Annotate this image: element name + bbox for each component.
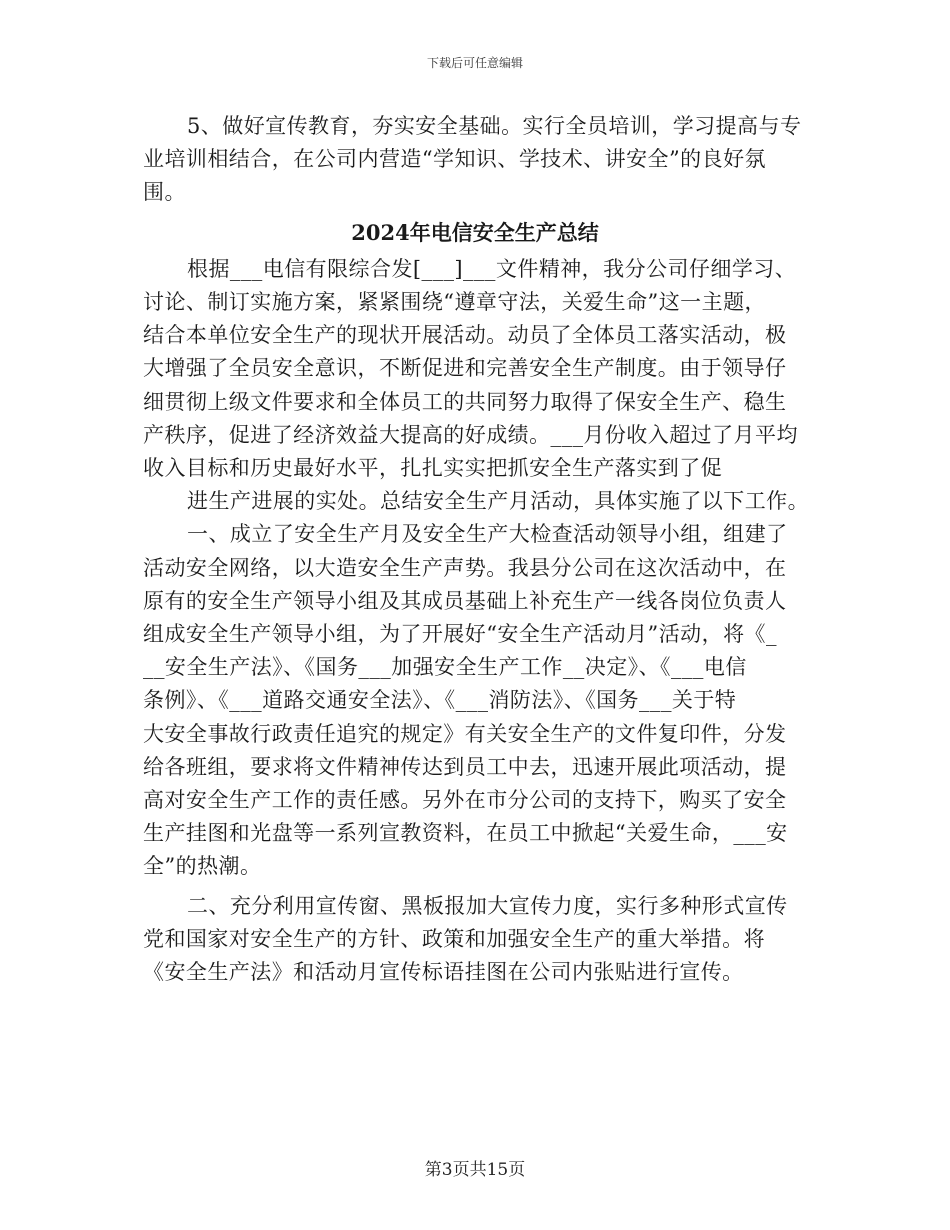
- text-line: 细贯彻上级文件要求和全体员工的共同努力取得了保安全生产、稳生: [143, 389, 787, 414]
- text-line: __安全生产法》、《国务___加强安全生产工作__决定》、《___电信: [143, 655, 747, 680]
- text-line: 高对安全生产工作的责任感。另外在市分公司的支持下，购买了安全: [143, 788, 787, 813]
- text-line: 结合本单位安全生产的现状开展活动。动员了全体员工落实活动，极: [143, 323, 787, 348]
- text-line: 全”的热潮。: [143, 854, 262, 879]
- text-line: 生产挂图和光盘等一系列宣教资料，在员工中掀起“关爱生命，___安: [143, 821, 788, 846]
- text-line: 二、充分利用宣传窗、黑板报加大宣传力度，实行多种形式宣传: [187, 893, 788, 918]
- text-line: 原有的安全生产领导小组及其成员基础上补充生产一线各岗位负责人: [143, 588, 787, 613]
- document-title: 2024年电信安全生产总结: [351, 219, 599, 245]
- text-line: 条例》、《___道路交通安全法》、《___消防法》、《国务___关于特: [143, 688, 737, 713]
- text-line: 围。: [143, 180, 186, 205]
- text-line: 收入目标和历史最好水平，扎扎实实把抓安全生产落实到了促: [143, 456, 723, 481]
- paragraph-section-1: [143, 518, 807, 883]
- text-line: 党和国家对安全生产的方针、政策和加强安全生产的重大举措。将: [143, 926, 766, 951]
- text-line: 《安全生产法》和活动月宣传标语挂图在公司内张贴进行宣传。: [143, 960, 744, 985]
- text-line: 进生产进展的实处。总结安全生产月活动，具体实施了以下工作。: [187, 489, 810, 514]
- text-line: 活动安全网络，以大造安全生产声势。我县分公司在这次活动中，在: [143, 555, 787, 580]
- text-line: 大安全事故行政责任追究的规定》有关安全生产的文件复印件，分发: [143, 721, 787, 746]
- text-line: 给各班组，要求将文件精神传达到员工中去，迅速开展此项活动，提: [143, 754, 787, 779]
- paragraph-section-2: [143, 890, 807, 990]
- paragraph-summary: [143, 485, 810, 518]
- text-line: 根据___电信有限综合发[___]___文件精神，我分公司仔细学习、: [187, 256, 797, 281]
- text-line: 5、做好宣传教育，夯实安全基础。实行全员培训，学习提高与专: [187, 114, 802, 138]
- page-header: 下载后可任意编辑: [426, 56, 523, 70]
- paragraph-intro: [143, 253, 807, 485]
- text-line: 产秩序，促进了经济效益大提高的好成绩。___月份收入超过了月平均: [143, 422, 798, 447]
- text-line: 组成安全生产领导小组，为了开展好“安全生产活动月”活动，将《_: [143, 622, 777, 647]
- paragraph-5-publicity: [143, 110, 807, 210]
- text-line: 大增强了全员安全意识，不断促进和完善安全生产制度。由于领导仔: [143, 356, 787, 381]
- document-body: [143, 110, 810, 989]
- text-line: 业培训相结合，在公司内营造“学知识、学技术、讲安全”的良好氛: [143, 147, 766, 172]
- page-number: 第3页共15页: [424, 1160, 526, 1180]
- text-line: 一、成立了安全生产月及安全生产大检查活动领导小组，组建了: [187, 522, 788, 547]
- text-line: 讨论、制订实施方案，紧紧围绕“遵章守法，关爱生命”这一主题，: [143, 290, 766, 315]
